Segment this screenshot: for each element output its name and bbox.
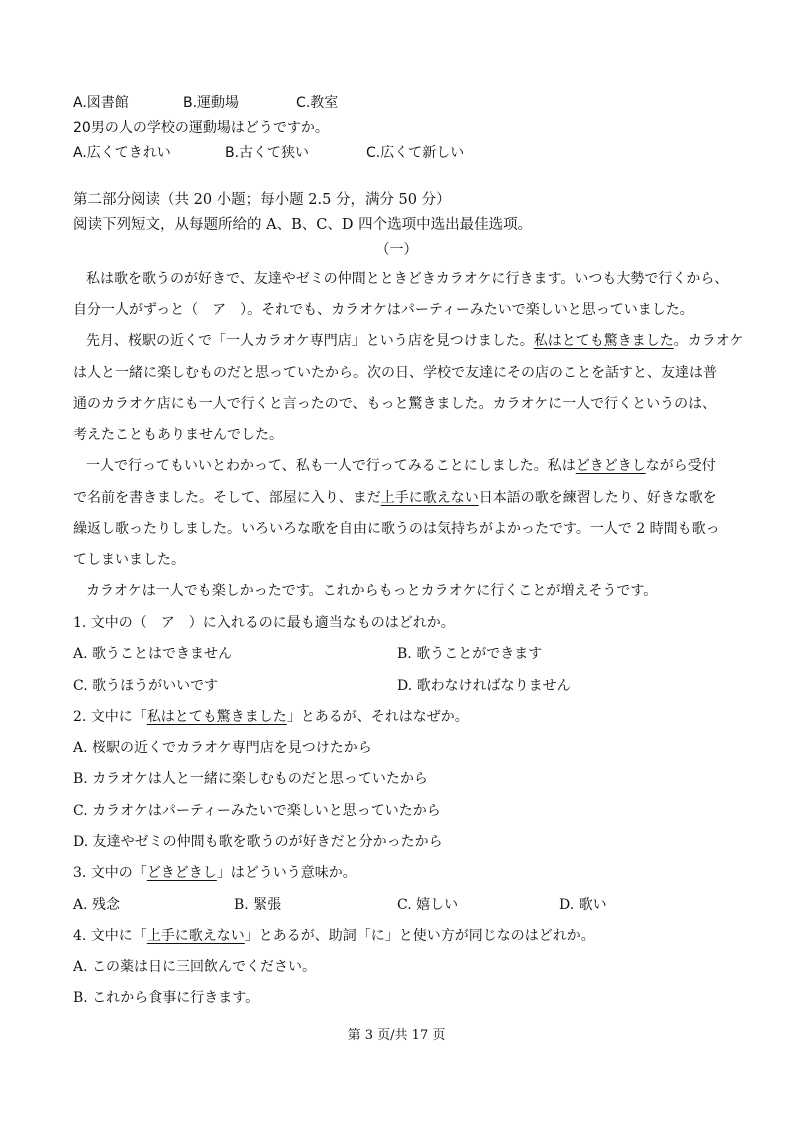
passage-p1-line1: 私は歌を歌うのが好きで、友達やゼミの仲間とときどきカラオケに行きます。いつも大勢で行くから、 [86,271,729,287]
q2-stem-underlined: 私はとても驚きました [146,709,287,725]
q1-option-a: A. 歌うことはできません [73,646,233,662]
q2-option-b: B. カラオケは人と一緒に楽しむものだと思っていたから [73,771,428,787]
section-title: 第二部分阅读（共 20 小题；每小题 2.5 分，满分 50 分） [73,192,451,208]
q19-option-c: C.教室 [296,95,339,111]
q3-option-a: A. 残念 [73,897,121,913]
passage-p1-line2: 自分一人がずっと（ ア ）。それでも、カラオケはパーティーみたいで楽しいと思っていました。 [73,302,694,318]
q1-stem: 1. 文中の（ ア ）に入れるのに最も適当なものはどれか。 [73,615,455,631]
q4-stem [73,927,595,945]
underlined-phrase-dokidoki: どきどきし [575,458,646,474]
passage-p2-line2: は人と一緒に楽しむものだと思っていたから。次の日、学校で友達にその店のことを話すと、友達は普 [73,365,717,381]
q4-option-a: A. この薬は日に三回飲んでください。 [73,959,317,975]
q2-stem [73,708,469,726]
q1-option-d: D. 歌わなければなりません [397,678,571,694]
q2-option-c: C. カラオケはパーティーみたいで楽しいと思っていたから [73,803,441,819]
q3-option-b: B. 緊張 [234,897,282,913]
passage-p2-line1 [86,332,743,350]
passage-p3-line1-b: ながら受付 [645,458,716,474]
passage-p2-line3: 通のカラオケ店にも一人で行くと言ったので、もっと驚きました。カラオケに一人で行くというのは、 [73,396,717,412]
passage-p3-line2-b: 日本語の歌を練習したり、好きな歌を [478,490,717,506]
q3-stem [73,864,357,882]
q4-option-b: B. これから食事に行きます。 [73,990,260,1006]
q3-stem-a: 3. 文中の「 [73,865,147,881]
q3-option-d: D. 歌い [559,897,607,913]
page-number: 第 3 页/共 17 页 [347,1028,446,1043]
part-label: （一） [375,242,418,258]
q3-stem-b: 」はどういう意味か。 [216,865,357,881]
underlined-phrase-jouzu: 上手に歌えない [380,490,479,506]
q2-option-a: A. 桜駅の近くでカラオケ専門店を見つけたから [73,740,372,756]
q3-stem-underlined: どきどきし [146,865,217,881]
q1-option-b: B. 歌うことができます [397,646,543,662]
passage-p3-line2-a: で名前を書きました。そして、部屋に入り、まだ [73,490,381,506]
q2-stem-a: 2. 文中に「 [73,709,147,725]
q3-option-c: C. 嬉しい [397,897,459,913]
section-instruction: 阅读下列短文，从每题所给的 A、B、C、D 四个选项中选出最佳选项。 [73,217,533,233]
q20-option-a: A.広くてきれい [73,145,171,161]
passage-p2-line1-b: 。カラオケ [673,333,744,349]
passage-p3-line3: 繰返し歌ったりしました。いろいろな歌を自由に歌うのは気持ちがよかったです。一人で 2 時間も歌っ [73,521,720,537]
q1-option-c: C. 歌うほうがいいです [73,678,219,694]
q4-stem-underlined: 上手に歌えない [146,928,245,944]
q20-text: 20男の人の学校の運動場はどうですか。 [73,120,329,136]
passage-p3-line1-a: 一人で行ってもいいとわかって、私も一人で行ってみることにしました。私は [86,458,576,474]
underlined-phrase-odoroki: 私はとても驚きました [533,333,674,349]
q4-stem-b: 」とあるが、助詞「に」と使い方が同じなのはどれか。 [244,928,595,944]
q20-option-b: B.古くて狭い [225,145,310,161]
passage-p2-line1-a: 先月、桜駅の近くで「一人カラオケ専門店」という店を見つけました。 [86,333,534,349]
q4-stem-a: 4. 文中に「 [73,928,147,944]
passage-p2-line4: 考えたこともありませんでした。 [73,427,283,443]
q19-option-a: A.図書館 [73,95,129,111]
passage-p3-line2 [73,489,717,507]
q20-option-c: C.広くて新しい [366,145,465,161]
passage-p4-line1: カラオケは一人でも楽しかったです。これからもっとカラオケに行くことが増えそうです。 [86,583,658,599]
q19-option-b: B.運動場 [183,95,240,111]
q2-stem-b: 」とあるが、それはなぜか。 [286,709,469,725]
passage-p3-line4: てしまいました。 [73,552,185,568]
q2-option-d: D. 友達やゼミの仲間も歌を歌うのが好きだと分かったから [73,834,443,850]
passage-p3-line1 [86,457,716,475]
